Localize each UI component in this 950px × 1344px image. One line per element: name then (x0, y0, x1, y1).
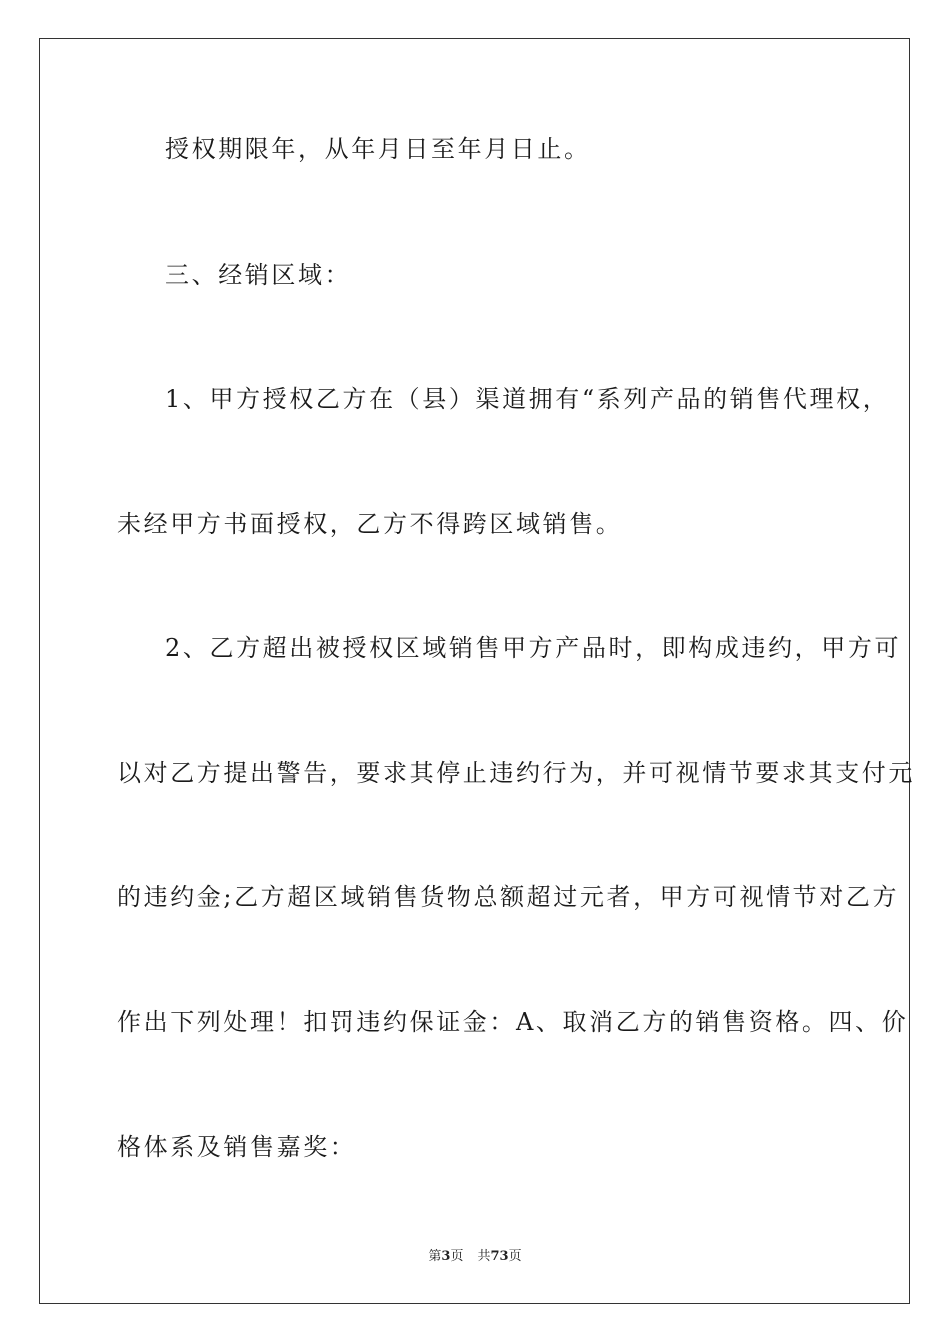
paragraph-line-6: 以对乙方提出警告，要求其停止违约行为，并可视情节要求其支付元 (117, 759, 915, 787)
paragraph-line-1: 授权期限年，从年月日至年月日止。 (165, 135, 591, 163)
paragraph-line-8: 作出下列处理！扣罚违约保证金：A、取消乙方的销售资格。四、价 (117, 1008, 909, 1036)
paragraph-line-3: 1、甲方授权乙方在（县）渠道拥有“系列产品的销售代理权， (165, 385, 890, 413)
footer-page-suffix: 页 (450, 1249, 464, 1264)
page-border (39, 38, 910, 1304)
footer-page-prefix: 第 (428, 1249, 442, 1264)
paragraph-line-9: 格体系及销售嘉奖： (117, 1133, 357, 1161)
paragraph-line-5: 2、乙方超出被授权区域销售甲方产品时，即构成违约，甲方可 (165, 634, 902, 662)
footer-total-prefix: 共 (477, 1249, 491, 1264)
section-heading-economic-region: 三、经销区域： (165, 261, 352, 289)
footer-total-suffix: 页 (508, 1249, 522, 1264)
footer-page-number: 3 (441, 1249, 451, 1264)
footer-total-pages: 73 (490, 1249, 509, 1264)
paragraph-line-7: 的违约金;乙方超区域销售货物总额超过元者，甲方可视情节对乙方 (117, 883, 900, 911)
paragraph-line-4: 未经甲方书面授权，乙方不得跨区域销售。 (117, 510, 623, 538)
page-footer (0, 1245, 950, 1264)
